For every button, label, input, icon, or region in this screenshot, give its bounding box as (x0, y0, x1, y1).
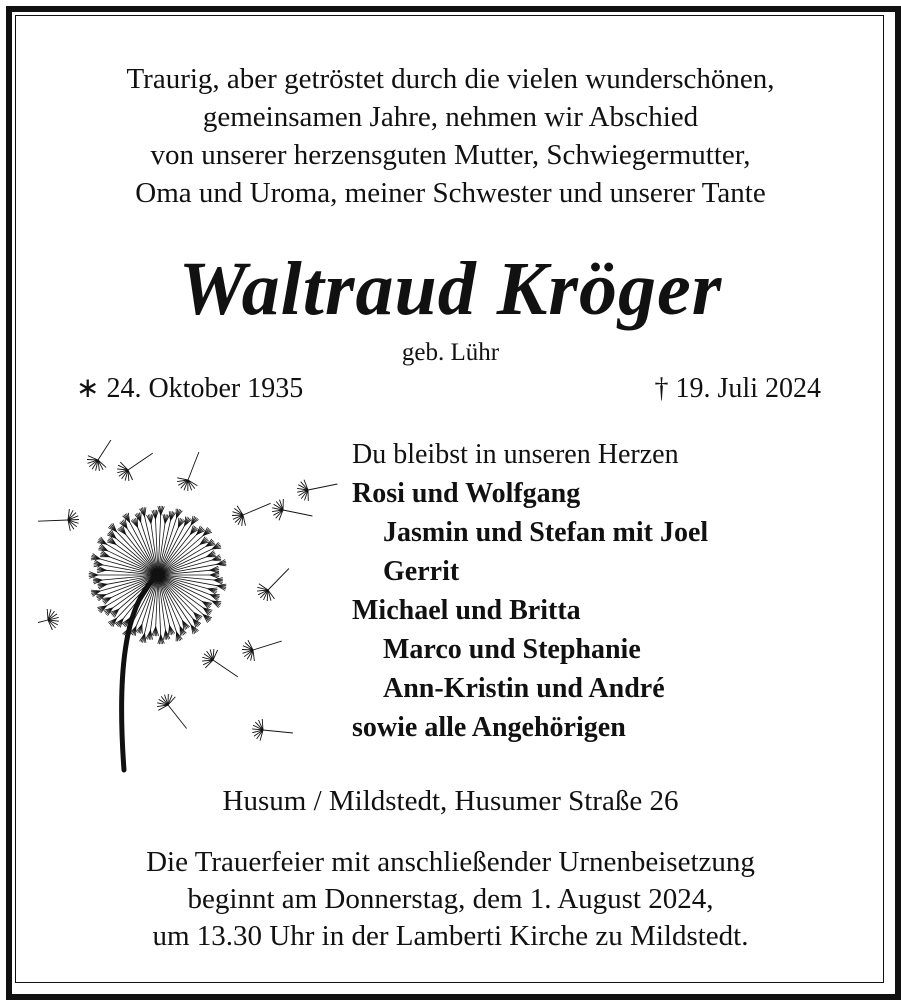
service-info (0, 844, 901, 955)
deceased-name: Waltraud Kröger (178, 247, 723, 331)
intro-text (0, 60, 901, 212)
address: Husum / Mildstedt, Husumer Straße 26 (222, 785, 679, 817)
maiden-name: geb. Lühr (401, 339, 500, 366)
family-list (352, 436, 708, 747)
intro-line: Traurig, aber getröstet durch die vielen wunderschönen, (126, 63, 775, 95)
family-member: Jasmin und Stefan mit Joel (383, 517, 709, 548)
intro-line: von unserer herzensguten Mutter, Schwiegermutter, (150, 139, 751, 171)
intro-line: Oma und Uroma, meiner Schwester und unserer Tante (135, 177, 766, 209)
service-line: um 13.30 Uhr in der Lamberti Kirche zu Mildstedt. (152, 920, 749, 952)
birth-date: ∗ 24. Oktober 1935 (76, 373, 304, 404)
family-member: Michael und Britta (352, 595, 581, 626)
intro-line: gemeinsamen Jahre, nehmen wir Abschied (202, 101, 699, 133)
service-line: beginnt am Donnerstag, dem 1. August 2024, (187, 883, 714, 915)
death-date: † 19. Juli 2024 (654, 373, 821, 404)
family-member: Gerrit (383, 556, 460, 587)
family-member: sowie alle Angehörigen (352, 712, 626, 743)
family-member: Marco und Stephanie (383, 634, 641, 665)
family-member: Ann-Kristin und André (383, 673, 665, 704)
dandelion-icon (38, 440, 338, 780)
service-line: Die Trauerfeier mit anschließender Urnenbeisetzung (146, 846, 755, 878)
family-member: Rosi und Wolfgang (352, 478, 581, 509)
family-lead: Du bleibst in unseren Herzen (352, 439, 679, 470)
